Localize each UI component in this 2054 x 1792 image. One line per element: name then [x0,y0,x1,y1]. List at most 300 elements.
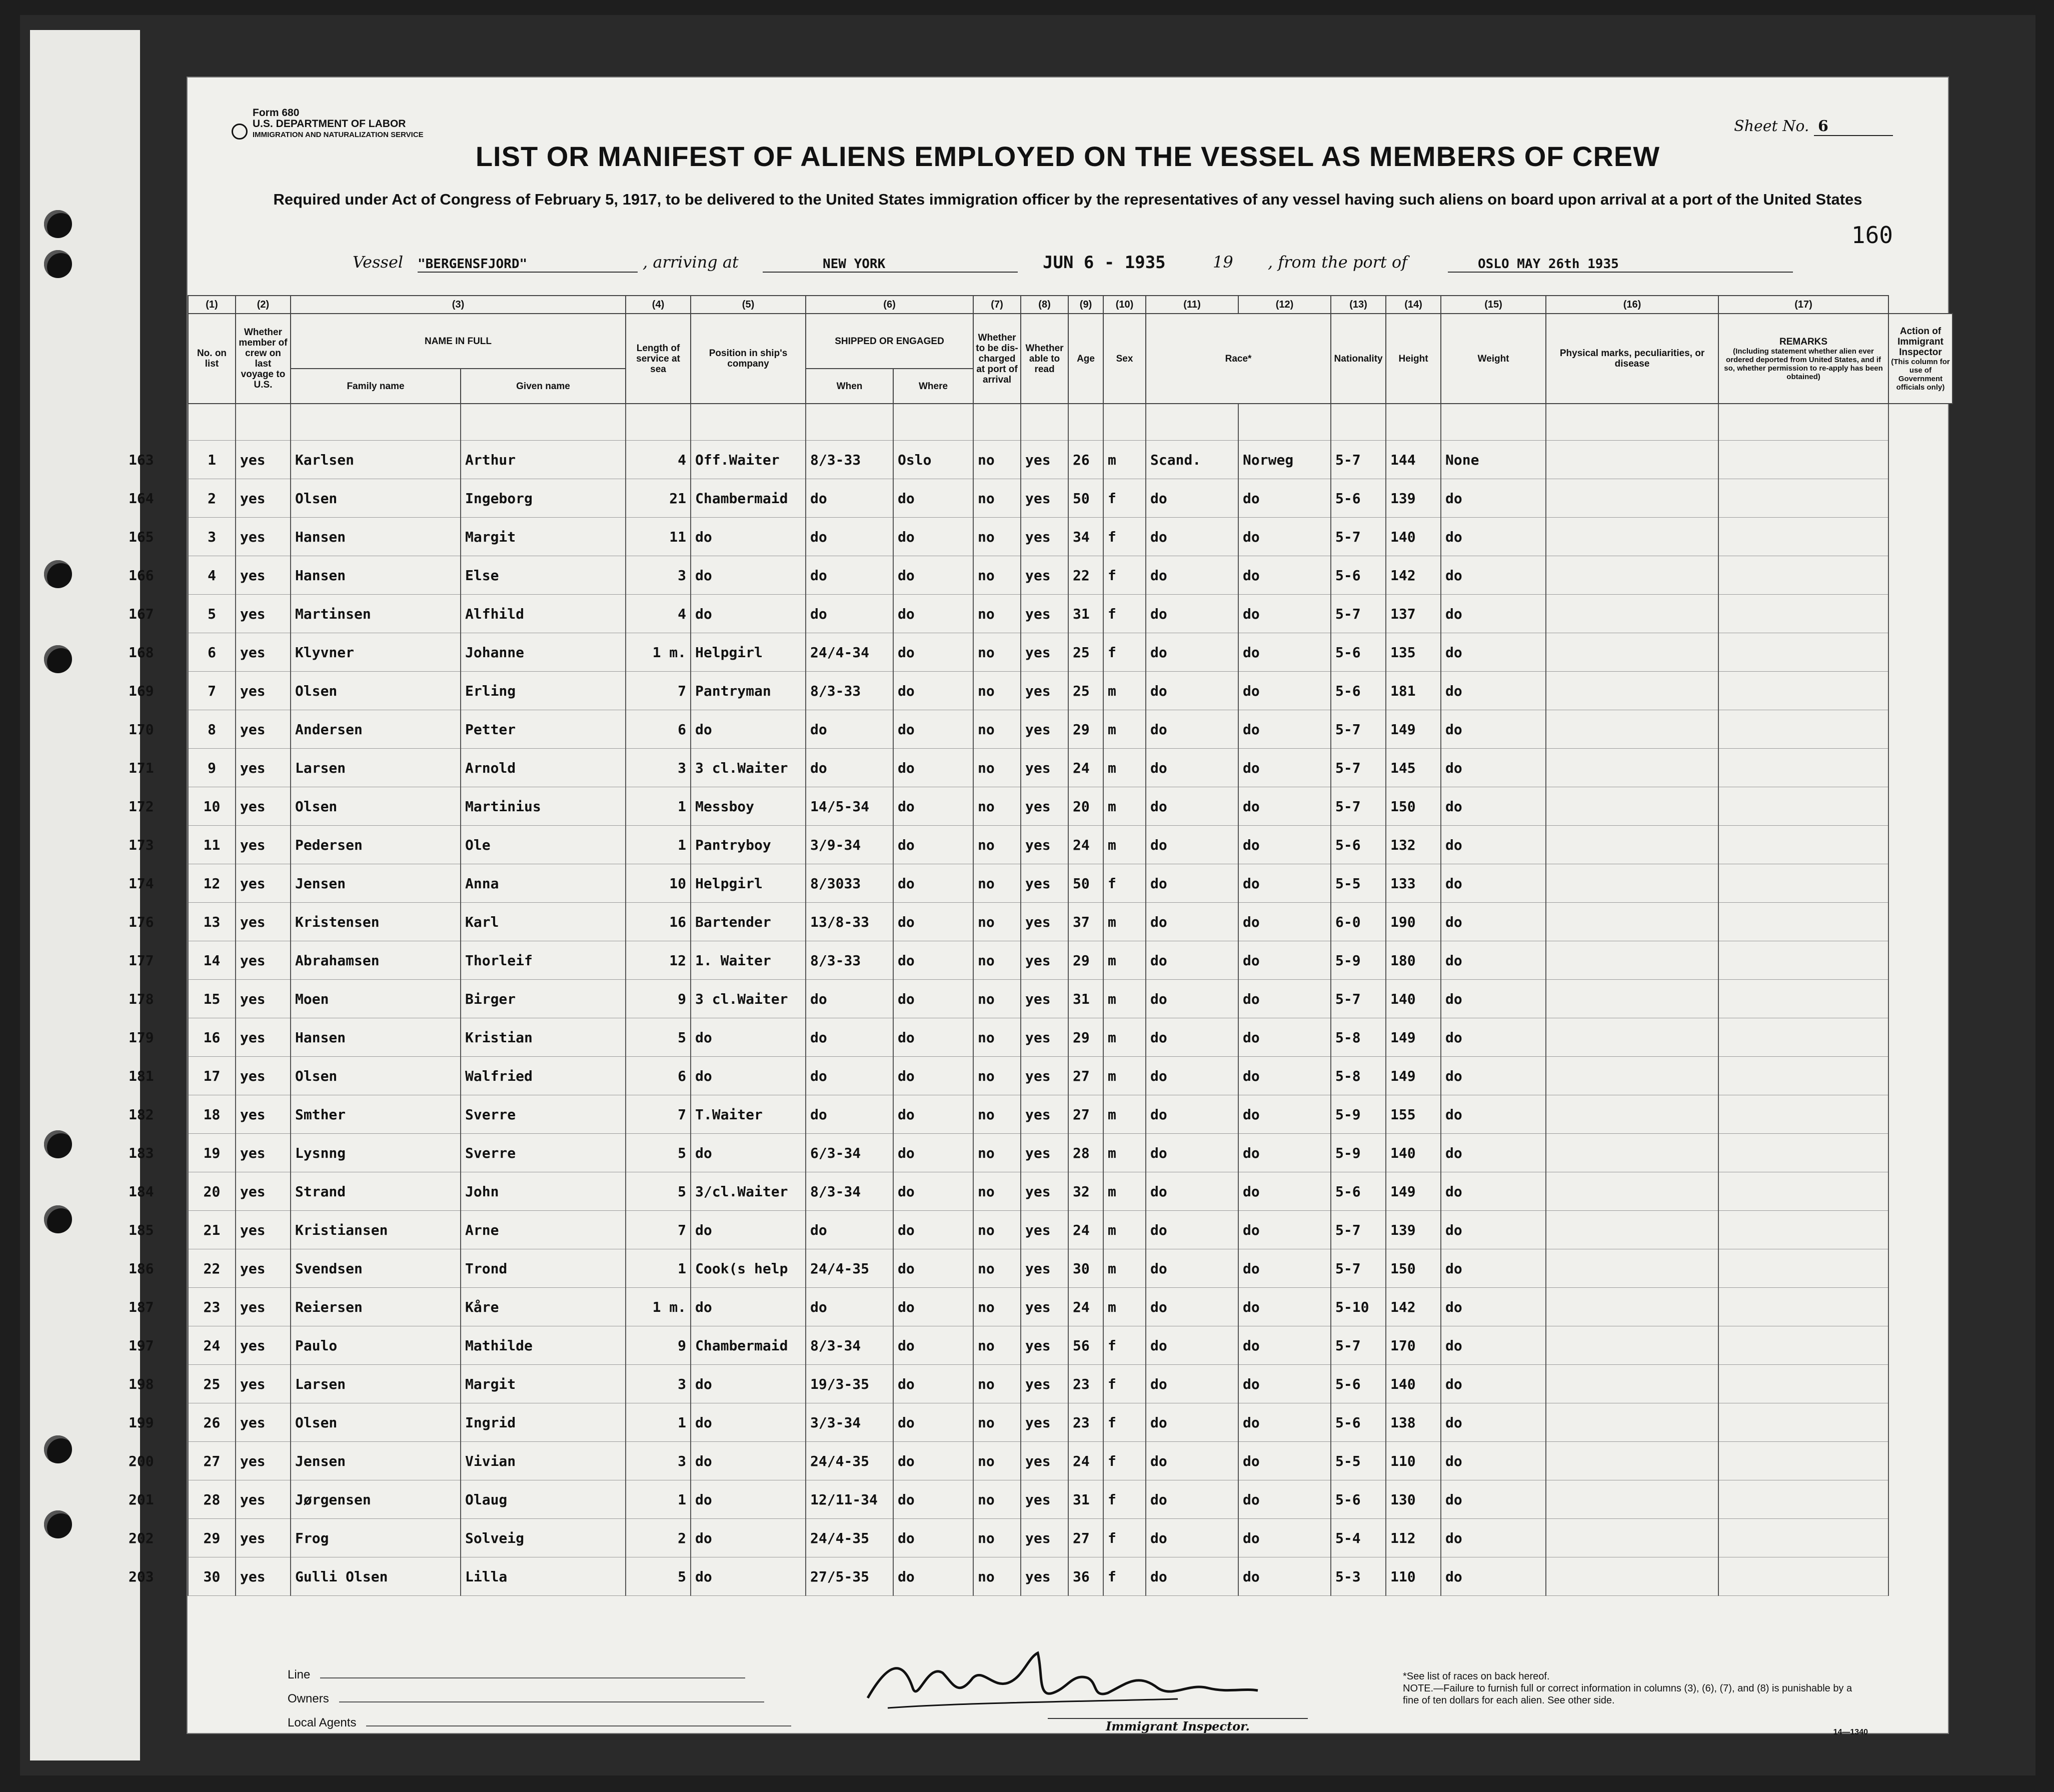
cell-read: yes [1021,980,1068,1018]
cell-height: 5-6 [1331,633,1386,672]
cell-race: do [1146,903,1238,941]
header-age: Age [1068,314,1103,404]
cell-weight: 149 [1386,1018,1441,1057]
cell-sex: m [1103,441,1146,479]
cell-action [1718,595,1888,633]
cell-service: 1 [626,826,691,864]
cell-service: 1 [626,787,691,826]
cell-race: do [1146,980,1238,1018]
cell-disch: no [973,1134,1021,1172]
cell-remarks [1546,1095,1718,1134]
cell-height: 5-9 [1331,1134,1386,1172]
cell-where: do [893,1557,973,1596]
cell-no: 22 186 [188,1249,236,1288]
cell-disch: no [973,633,1021,672]
cell-race: do [1146,1480,1238,1519]
cell-action [1718,1095,1888,1134]
cell-read: yes [1021,903,1068,941]
col-num: (15) [1441,296,1546,314]
col-num: (9) [1068,296,1103,314]
cell-disch: no [973,980,1021,1018]
cell-family: Reiersen [291,1288,461,1326]
cell-family: Smther [291,1095,461,1134]
cell-age: 24 [1068,1211,1103,1249]
header-position: Position in ship's company [691,314,806,404]
cell-weight: 110 [1386,1557,1441,1596]
cell-sex: f [1103,633,1146,672]
form-header [253,108,424,141]
cell-sex: f [1103,595,1146,633]
cell-weight: 144 [1386,441,1441,479]
cell-member: yes [236,556,291,595]
cell-service: 3 [626,556,691,595]
cell-height: 5-5 [1331,864,1386,903]
cell-nat: do [1238,1134,1331,1172]
table-row [188,1326,1952,1365]
row-sequence-number: 171 [129,760,154,776]
cell-age: 50 [1068,864,1103,903]
arriving-label: , arriving at [643,253,739,272]
cell-given: Kristian [461,1018,626,1057]
cell-age: 29 [1068,941,1103,980]
row-sequence-number: 187 [129,1299,154,1315]
cell-race: do [1146,864,1238,903]
cell-age: 50 [1068,479,1103,518]
header-discharged: Whether to be dis-charged at port of arrival [973,314,1021,404]
cell-where: do [893,1403,973,1442]
cell-marks: do [1441,1172,1546,1211]
from-port: OSLO MAY 26th 1935 [1448,257,1793,273]
cell-action [1718,1172,1888,1211]
cell-action [1718,1442,1888,1480]
cell-position: do [691,1365,806,1403]
col-num: (6) [806,296,973,314]
sheet-number-label: Sheet No. [1734,118,1809,135]
cell-disch: no [973,1442,1021,1480]
cell-service: 12 [626,941,691,980]
cell-marks: do [1441,595,1546,633]
cell-height: 5-7 [1331,787,1386,826]
cell-member: yes [236,1326,291,1365]
cell-weight: 140 [1386,980,1441,1018]
cell-race: do [1146,787,1238,826]
cell-no: 30 203 [188,1557,236,1596]
cell-family: Larsen [291,749,461,787]
cell-read: yes [1021,1365,1068,1403]
cell-position: T.Waiter [691,1095,806,1134]
cell-age: 32 [1068,1172,1103,1211]
cell-where: do [893,710,973,749]
cell-sex: f [1103,1557,1146,1596]
punch-hole [44,1435,72,1463]
row-sequence-number: 163 [129,452,154,468]
cell-age: 26 [1068,441,1103,479]
cell-service: 16 [626,903,691,941]
cell-age: 23 [1068,1403,1103,1442]
cell-sex: f [1103,1365,1146,1403]
cell-sex: m [1103,1134,1146,1172]
row-sequence-number: 165 [129,529,154,545]
cell-where: do [893,787,973,826]
cell-weight: 170 [1386,1326,1441,1365]
cell-member: yes [236,1365,291,1403]
cell-where: do [893,864,973,903]
cell-given: Johanne [461,633,626,672]
header-remarks [1718,314,1888,404]
cell-disch: no [973,903,1021,941]
cell-given: Petter [461,710,626,749]
cell-disch: no [973,441,1021,479]
cell-service: 3 [626,1442,691,1480]
cell-no: 10 172 [188,787,236,826]
cell-family: Moen [291,980,461,1018]
cell-member: yes [236,710,291,749]
cell-member: yes [236,941,291,980]
cell-age: 31 [1068,1480,1103,1519]
cell-remarks [1546,441,1718,479]
cell-given: Erling [461,672,626,710]
cell-where: do [893,1442,973,1480]
header-race: Race* [1146,314,1331,404]
table-row [188,980,1952,1018]
cell-marks: do [1441,556,1546,595]
header-length-service: Length of service at sea [626,314,691,404]
cell-race: do [1146,1134,1238,1172]
cell-no: 8 170 [188,710,236,749]
cell-sex: f [1103,479,1146,518]
cell-marks: do [1441,1519,1546,1557]
cell-disch: no [973,710,1021,749]
footer-fields [288,1663,791,1735]
cell-position: do [691,1211,806,1249]
cell-read: yes [1021,1480,1068,1519]
cell-member: yes [236,1211,291,1249]
col-num: (14) [1386,296,1441,314]
cell-disch: no [973,1480,1021,1519]
cell-disch: no [973,518,1021,556]
cell-family: Olsen [291,1403,461,1442]
cell-nat: do [1238,1172,1331,1211]
cell-no: 26 199 [188,1403,236,1442]
cell-when: 3/9-34 [806,826,893,864]
cell-age: 37 [1068,903,1103,941]
footer-owners-label: Owners [288,1692,329,1705]
cell-weight: 140 [1386,1365,1441,1403]
cell-height: 5-6 [1331,1480,1386,1519]
cell-service: 1 [626,1249,691,1288]
footer-notes [1403,1670,1853,1706]
footer-owners-field [288,1687,791,1711]
cell-read: yes [1021,1557,1068,1596]
cell-nat: do [1238,941,1331,980]
cell-race: do [1146,633,1238,672]
cell-no: 2 164 [188,479,236,518]
cell-age: 31 [1068,980,1103,1018]
cell-sex: m [1103,749,1146,787]
cell-read: yes [1021,749,1068,787]
cell-family: Olsen [291,672,461,710]
row-sequence-number: 182 [129,1106,154,1123]
cell-action [1718,1249,1888,1288]
col-num: (5) [691,296,806,314]
table-row [188,1211,1952,1249]
cell-height: 5-7 [1331,980,1386,1018]
cell-read: yes [1021,864,1068,903]
cell-sex: m [1103,1249,1146,1288]
cell-nat: do [1238,518,1331,556]
cell-no: 12 174 [188,864,236,903]
cell-no: 20 184 [188,1172,236,1211]
cell-race: do [1146,749,1238,787]
header-given-name: Given name [461,369,626,404]
row-sequence-number: 168 [129,644,154,661]
cell-sex: m [1103,1018,1146,1057]
cell-when: 8/3-33 [806,441,893,479]
cell-member: yes [236,826,291,864]
cell-weight: 133 [1386,864,1441,903]
cell-position: do [691,1134,806,1172]
cell-read: yes [1021,1057,1068,1095]
cell-action [1718,556,1888,595]
cell-marks: do [1441,672,1546,710]
cell-nat: do [1238,1442,1331,1480]
cell-no: 3 165 [188,518,236,556]
table-row [188,1442,1952,1480]
cell-race: do [1146,1211,1238,1249]
cell-position: do [691,1442,806,1480]
cell-given: Martinius [461,787,626,826]
cell-weight: 139 [1386,1211,1441,1249]
cell-weight: 142 [1386,1288,1441,1326]
cell-nat: do [1238,1095,1331,1134]
row-sequence-number: 200 [129,1453,154,1469]
cell-read: yes [1021,672,1068,710]
page-number: 160 [1851,222,1893,249]
cell-marks: do [1441,941,1546,980]
cell-nat: do [1238,864,1331,903]
cell-member: yes [236,1403,291,1442]
cell-no: 5 167 [188,595,236,633]
cell-member: yes [236,672,291,710]
cell-read: yes [1021,1134,1068,1172]
cell-remarks [1546,595,1718,633]
cell-sex: f [1103,1326,1146,1365]
row-sequence-number: 203 [129,1568,154,1585]
cell-given: Trond [461,1249,626,1288]
row-sequence-number: 178 [129,991,154,1007]
row-sequence-number: 181 [129,1068,154,1084]
cell-weight: 142 [1386,556,1441,595]
table-row [188,941,1952,980]
cell-weight: 145 [1386,749,1441,787]
cell-height: 6-0 [1331,903,1386,941]
cell-family: Strand [291,1172,461,1211]
cell-given: Anna [461,864,626,903]
department-name: U.S. DEPARTMENT OF LABOR [253,118,406,130]
cell-family: Jensen [291,1442,461,1480]
cell-family: Hansen [291,556,461,595]
cell-read: yes [1021,1172,1068,1211]
cell-age: 27 [1068,1519,1103,1557]
cell-action [1718,1326,1888,1365]
row-sequence-number: 172 [129,798,154,815]
footer-agents-field [288,1711,791,1735]
cell-no: 28 201 [188,1480,236,1519]
cell-weight: 130 [1386,1480,1441,1519]
cell-nat: do [1238,1018,1331,1057]
row-sequence-number: 176 [129,914,154,930]
cell-weight: 149 [1386,1057,1441,1095]
cell-when: do [806,518,893,556]
table-row [188,441,1952,479]
cell-remarks [1546,1249,1718,1288]
cell-weight: 137 [1386,595,1441,633]
cell-service: 9 [626,980,691,1018]
cell-position: do [691,1288,806,1326]
cell-member: yes [236,1172,291,1211]
cell-given: Walfried [461,1057,626,1095]
cell-disch: no [973,1326,1021,1365]
cell-remarks [1546,1403,1718,1442]
cell-nat: do [1238,826,1331,864]
crew-manifest-table [129,295,1953,1596]
row-sequence-number: 199 [129,1414,154,1431]
table-row [188,787,1952,826]
cell-read: yes [1021,556,1068,595]
cell-weight: 140 [1386,1134,1441,1172]
cell-position: do [691,556,806,595]
cell-action [1718,826,1888,864]
cell-position: Bartender [691,903,806,941]
row-sequence-number: 185 [129,1222,154,1238]
col-num: (16) [1546,296,1718,314]
cell-height: 5-7 [1331,441,1386,479]
cell-family: Kristiansen [291,1211,461,1249]
cell-nat: do [1238,1326,1331,1365]
cell-when: 8/3-33 [806,672,893,710]
cell-member: yes [236,787,291,826]
cell-family: Hansen [291,518,461,556]
cell-action [1718,864,1888,903]
note-fine: NOTE.—Failure to furnish full or correct information in columns (3), (6), (7), and (8) is punishable by a fine of ten dollars for each alien. See other side. [1403,1683,1852,1706]
row-sequence-number: 170 [129,721,154,738]
cell-member: yes [236,1442,291,1480]
punch-hole [44,560,72,588]
header-name-in-full: NAME IN FULL [291,314,626,369]
cell-remarks [1546,749,1718,787]
table-row [188,1172,1952,1211]
cell-weight: 110 [1386,1442,1441,1480]
inspector-signature [858,1643,1268,1713]
cell-action [1718,1557,1888,1596]
cell-no: 25 198 [188,1365,236,1403]
cell-position: Messboy [691,787,806,826]
cell-service: 4 [626,595,691,633]
cell-sex: f [1103,1442,1146,1480]
cell-read: yes [1021,1288,1068,1326]
cell-where: do [893,556,973,595]
cell-when: do [806,1288,893,1326]
cell-age: 29 [1068,710,1103,749]
cell-nat: do [1238,672,1331,710]
cell-given: Margit [461,1365,626,1403]
cell-where: do [893,1018,973,1057]
cell-nat: do [1238,479,1331,518]
cell-read: yes [1021,1442,1068,1480]
cell-remarks [1546,1134,1718,1172]
cell-family: Klyvner [291,633,461,672]
table-row [188,479,1952,518]
cell-sex: m [1103,710,1146,749]
cell-nat: do [1238,1403,1331,1442]
cell-disch: no [973,479,1021,518]
cell-disch: no [973,1365,1021,1403]
cell-marks: do [1441,864,1546,903]
cell-member: yes [236,1557,291,1596]
cell-service: 5 [626,1134,691,1172]
table-row [188,1249,1952,1288]
cell-read: yes [1021,941,1068,980]
row-sequence-number: 169 [129,683,154,699]
cell-no: 27 200 [188,1442,236,1480]
header-action-title: Action of Immigrant Inspector [1897,326,1943,358]
table-row [188,1288,1952,1326]
row-sequence-number: 201 [129,1491,154,1508]
cell-marks: do [1441,1018,1546,1057]
cell-race: do [1146,1172,1238,1211]
cell-remarks [1546,1288,1718,1326]
binder-strip [30,30,140,1760]
cell-action [1718,710,1888,749]
department-seal-icon [232,124,248,140]
header-family-name: Family name [291,369,461,404]
cell-position: 3/cl.Waiter [691,1172,806,1211]
cell-service: 2 [626,1519,691,1557]
cell-marks: do [1441,479,1546,518]
cell-age: 34 [1068,518,1103,556]
cell-weight: 138 [1386,1403,1441,1442]
cell-weight: 181 [1386,672,1441,710]
cell-member: yes [236,749,291,787]
cell-action [1718,672,1888,710]
cell-race: Scand. [1146,441,1238,479]
header-remarks-title: REMARKS [1779,336,1828,347]
cell-race: do [1146,941,1238,980]
cell-when: 8/3-34 [806,1326,893,1365]
table-row [188,1519,1952,1557]
cell-when: 24/4-35 [806,1519,893,1557]
cell-age: 29 [1068,1018,1103,1057]
cell-when: 13/8-33 [806,903,893,941]
cell-race: do [1146,595,1238,633]
cell-sex: m [1103,941,1146,980]
cell-remarks [1546,518,1718,556]
cell-family: Olsen [291,1057,461,1095]
col-num: (12) [1238,296,1331,314]
cell-family: Andersen [291,710,461,749]
cell-position: do [691,1557,806,1596]
footer-agents-label: Local Agents [288,1716,357,1729]
cell-family: Lysnng [291,1134,461,1172]
cell-member: yes [236,1480,291,1519]
cell-sex: f [1103,1403,1146,1442]
cell-when: do [806,595,893,633]
cell-where: do [893,826,973,864]
cell-position: do [691,1519,806,1557]
col-num: (8) [1021,296,1068,314]
cell-member: yes [236,1095,291,1134]
punch-hole [44,250,72,278]
